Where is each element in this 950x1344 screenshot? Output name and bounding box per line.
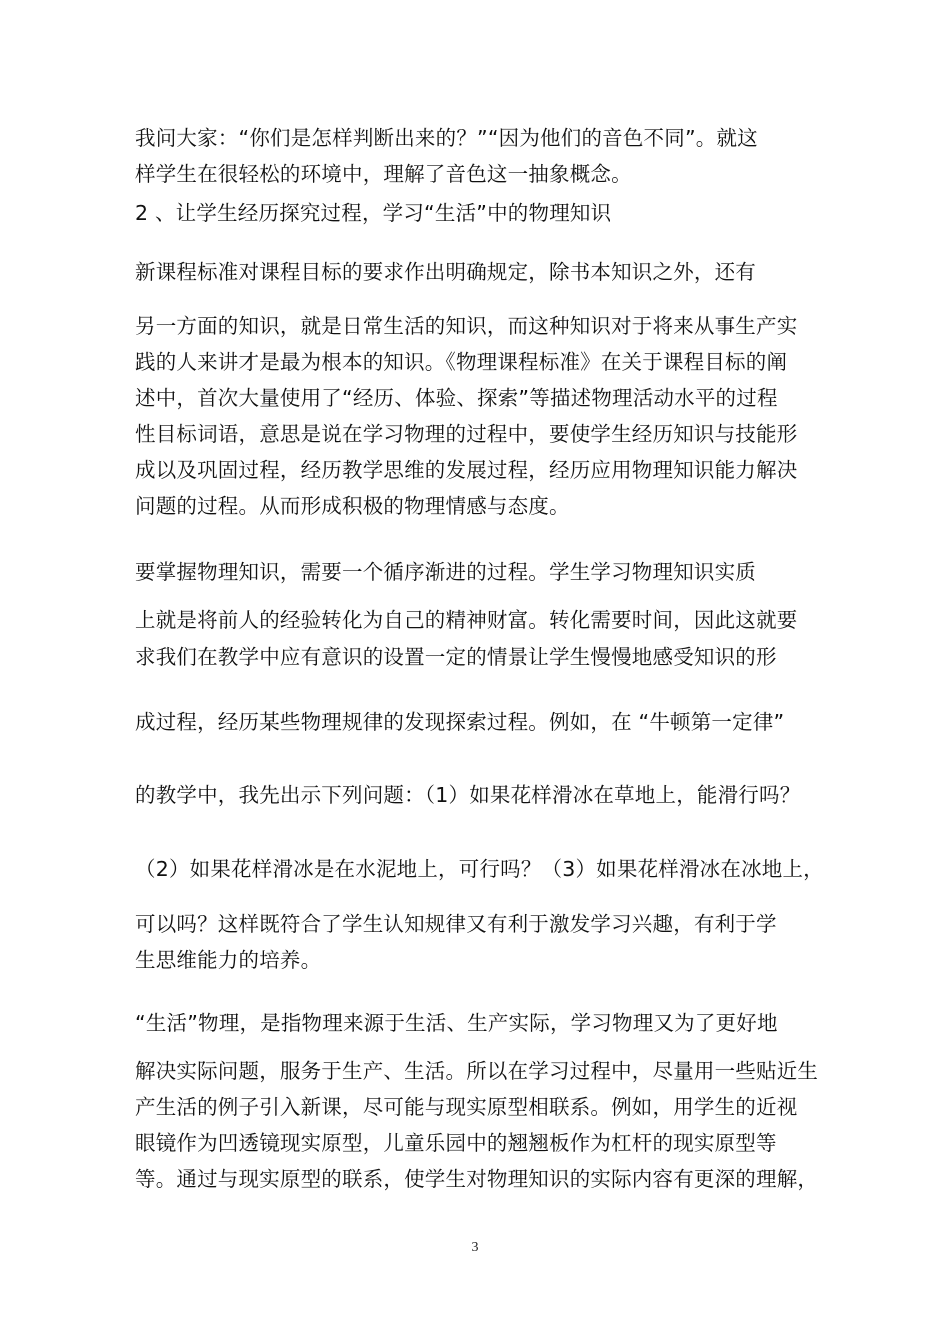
- text-line: “生活”物理，是指物理来源于生活、生产实际，学习物理又为了更好地: [135, 1011, 778, 1035]
- text-line: 眼镜作为凹透镜现实原型，儿童乐园中的翘翘板作为杠杆的现实原型等: [135, 1131, 777, 1155]
- text-line: 成以及巩固过程，经历教学思维的发展过程，经历应用物理知识能力解决: [135, 458, 798, 482]
- text-line: （2）如果花样滑冰是在水泥地上，可行吗？（3）如果花样滑冰在冰地上，: [135, 857, 824, 881]
- section-heading: 2 、让学生经历探究过程，学习“生活”中的物理知识: [135, 201, 612, 225]
- text-line: 我问大家：“你们是怎样判断出来的？”“因为他们的音色不同”。就这: [135, 126, 758, 150]
- text-line: 样学生在很轻松的环境中，理解了音色这一抽象概念。: [135, 162, 632, 186]
- text-line: 成过程，经历某些物理规律的发现探索过程。例如，在 “牛顿第一定律”: [135, 710, 785, 734]
- text-line: 新课程标准对课程目标的要求作出明确规定，除书本知识之外，还有: [135, 260, 756, 284]
- text-line: 践的人来讲才是最为根本的知识。《物理课程标准》在关于课程目标的阐: [135, 350, 788, 374]
- text-line: 求我们在教学中应有意识的设置一定的情景让学生慢慢地感受知识的形: [135, 645, 777, 669]
- text-line: 的教学中，我先出示下列问题：（1）如果花样滑冰在草地上，能滑行吗？: [135, 783, 801, 807]
- text-line: 性目标词语，意思是说在学习物理的过程中，要使学生经历知识与技能形: [135, 422, 798, 446]
- text-line: 等。通过与现实原型的联系，使学生对物理知识的实际内容有更深的理解，: [135, 1167, 819, 1191]
- text-line: 产生活的例子引入新课，尽可能与现实原型相联系。例如，用学生的近视: [135, 1095, 798, 1119]
- text-line: 解决实际问题，服务于生产、生活。所以在学习过程中，尽量用一些贴近生: [135, 1059, 819, 1083]
- page-number: 3: [471, 1240, 479, 1255]
- text-line: 上就是将前人的经验转化为自己的精神财富。转化需要时间，因此这就要: [135, 608, 798, 632]
- text-line: 问题的过程。从而形成积极的物理情感与态度。: [135, 494, 570, 518]
- text-line: 另一方面的知识，就是日常生活的知识，而这种知识对于将来从事生产实: [135, 314, 798, 338]
- text-line: 述中，首次大量使用了“经历、体验、探索”等描述物理活动水平的过程: [135, 386, 778, 410]
- text-line: 要掌握物理知识，需要一个循序渐进的过程。学生学习物理知识实质: [135, 560, 756, 584]
- text-line: 可以吗？这样既符合了学生认知规律又有利于激发学习兴趣，有利于学: [135, 912, 777, 936]
- text-line: 生思维能力的培养。: [135, 948, 322, 972]
